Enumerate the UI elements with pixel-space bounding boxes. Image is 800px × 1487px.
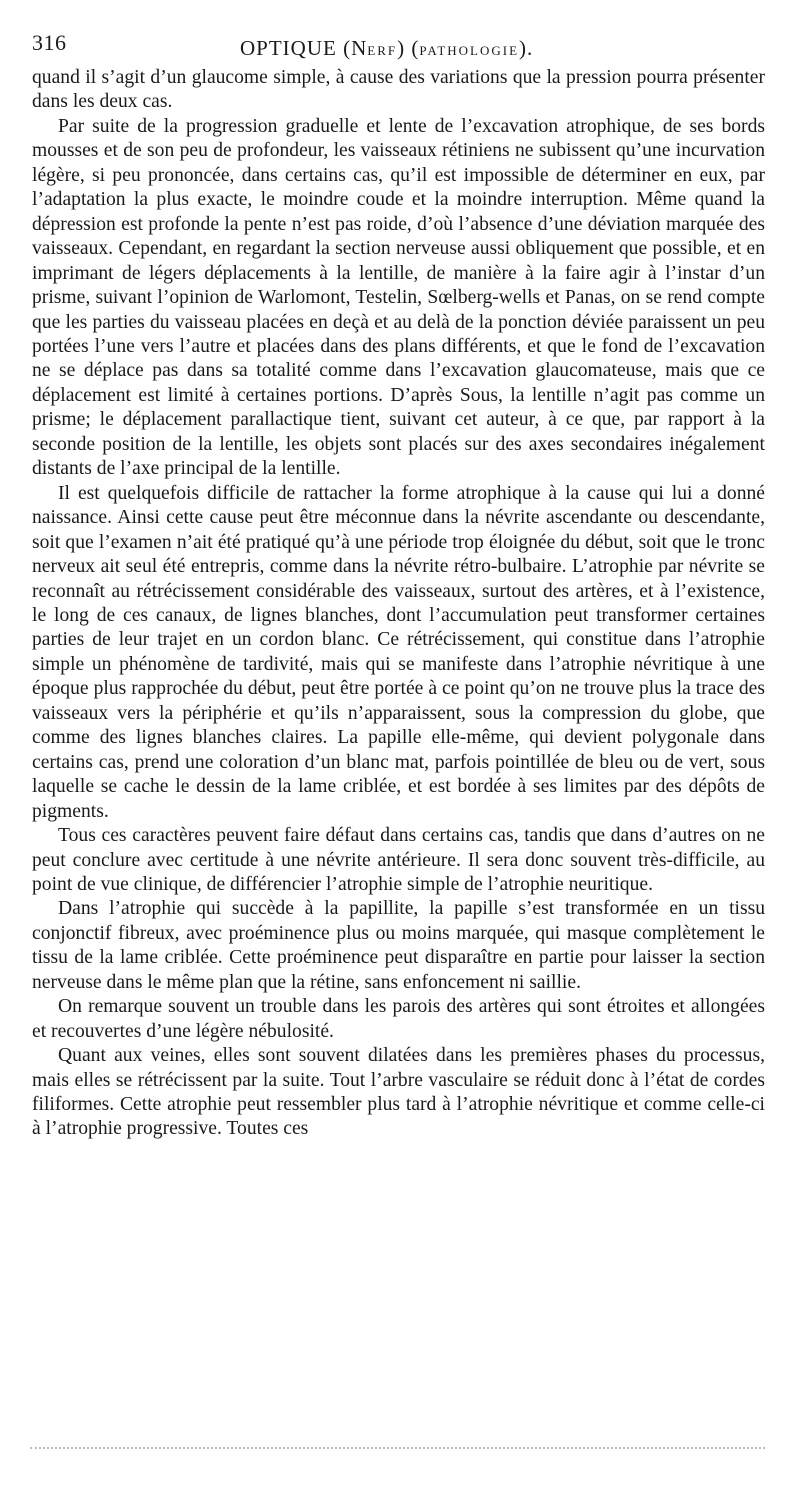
paragraph-5: Dans l’atrophie qui succède à la papillite, la papille s’est transformée en un tissu conjonctif fibreux, avec proéminence plus ou moins marquée, qui masque complètement le tissu de la lame criblée. Cette proéminence peut disparaître en partie pour laisser la section nerveuse dans le même plan que la rétine, sans enfoncement ni saillie. (32, 898, 765, 993)
footer-divider (30, 1447, 765, 1449)
paragraph-6: On remarque souvent un trouble dans les parois des artères qui sont étroites et allongées et recouvertes d’une légère nébulosité. (32, 996, 765, 1042)
title-nerf-initial: N (351, 36, 368, 60)
running-header (32, 30, 765, 66)
paragraph-4: Tous ces caractères peuvent faire défaut dans certains cas, tandis que dans d’autres on ne peut conclure avec certitude à une névrite antérieure. Il sera donc souvent très-difficile, au point de vue clinique, de différencier l’atrophie simple de l’atrophie neuritique. (32, 825, 765, 895)
title-pathologie: PATHOLOGIE (419, 43, 520, 58)
page (32, 30, 765, 1142)
paragraph-3: Il est quelquefois difficile de rattacher la forme atrophique à la cause qui lui a donné naissance. Ainsi cette cause peut être méconnue dans la névrite ascendante ou descendante, soit que l’examen n’ait été pratiqué qu’à une période trop éloignée du début, soit que le tronc nerveux ait seul été entrepris, comme dans la névrite rétro-bulbaire. L’atrophie par névrite se reconnaît au rétrécissement considérable des vaisseaux, surtout des artères, et à l’existence, le long de ces canaux, de lignes blanches, dont l’accumulation peut transformer certaines parties de leur trajet en un cordon blanc. Ce rétrécissement, qui constitue dans l’atrophie simple un phénomène de tardivité, mais qui se manifeste dans l’atrophie névritique à une époque plus rapprochée du début, peut être portée à ce point qu’on ne trouve plus la trace des vaisseaux vers la périphérie et qu’ils n’apparaissent, sous la compression du globe, que comme des lignes blanches claires. La papille elle-même, qui devient polygonale dans certains cas, prend une coloration d’un blanc mat, parfois pointillée de bleu ou de vert, sous laquelle se cache le dessin de la lame criblée, et est bordée à ses limites par des dépôts de pigments. (32, 482, 765, 822)
body-text (32, 66, 765, 1142)
title-main: OPTIQUE (240, 36, 337, 60)
paragraph-7: Quant aux veines, elles sont souvent dilatées dans les premières phases du processus, mais elles se rétrécissent par la suite. Tout l’arbre vasculaire se réduit donc à l’état de cordes filiformes. Cette atrophie peut ressembler plus tard à l’atrophie névritique et comme celle-ci à l’atrophie progressive. Toutes ces (32, 1045, 765, 1140)
title-nerf-rest: ERF (367, 43, 398, 58)
page-number: 316 (32, 30, 67, 55)
paragraph-2: Par suite de la progression graduelle et lente de l’excavation atrophique, de ses bords mousses et de son peu de profondeur, les vaisseaux rétiniens ne subissent qu’une incurvation légère, si peu prononcée, dans certains cas, qu’il est impossible de déterminer en eux, par l’adaptation la plus exacte, le moindre coude et la moindre interruption. Même quand la dépression est profonde la pente n’est pas roide, d’où l’absence d’une déviation marquée des vaisseaux. Cependant, en regardant la section nerveuse aussi obliquement que possible, et en imprimant de légers déplacements à la lentille, de manière à la faire agir à l’instar d’un prisme, suivant l’opinion de Warlomont, Testelin, Sœlberg-wells et Panas, on se rend compte que les parties du vaisseau placées en deçà et au delà de la ponction déviée paraissent un peu portées l’une vers l’autre et placées dans des plans différents, et que le fond de l’excavation ne se déplace pas dans sa totalité comme dans l’excavation glaucomateuse, mais que ce déplacement est limité à certaines portions. D’après Sous, la lentille n’agit pas comme un prisme; le déplacement parallactique tient, suivant cet auteur, à ce que, par rapport à la seconde position de la lentille, les objets sont placés sur des axes secondaires inégalement distants de l’axe principal de la lentille. (32, 115, 765, 480)
running-title: OPTIQUE (NERF) (PATHOLOGIE). (240, 36, 534, 60)
paragraph-1: quand il s’agit d’un glaucome simple, à cause des variations que la pression pourra présenter dans les deux cas. (32, 67, 765, 113)
